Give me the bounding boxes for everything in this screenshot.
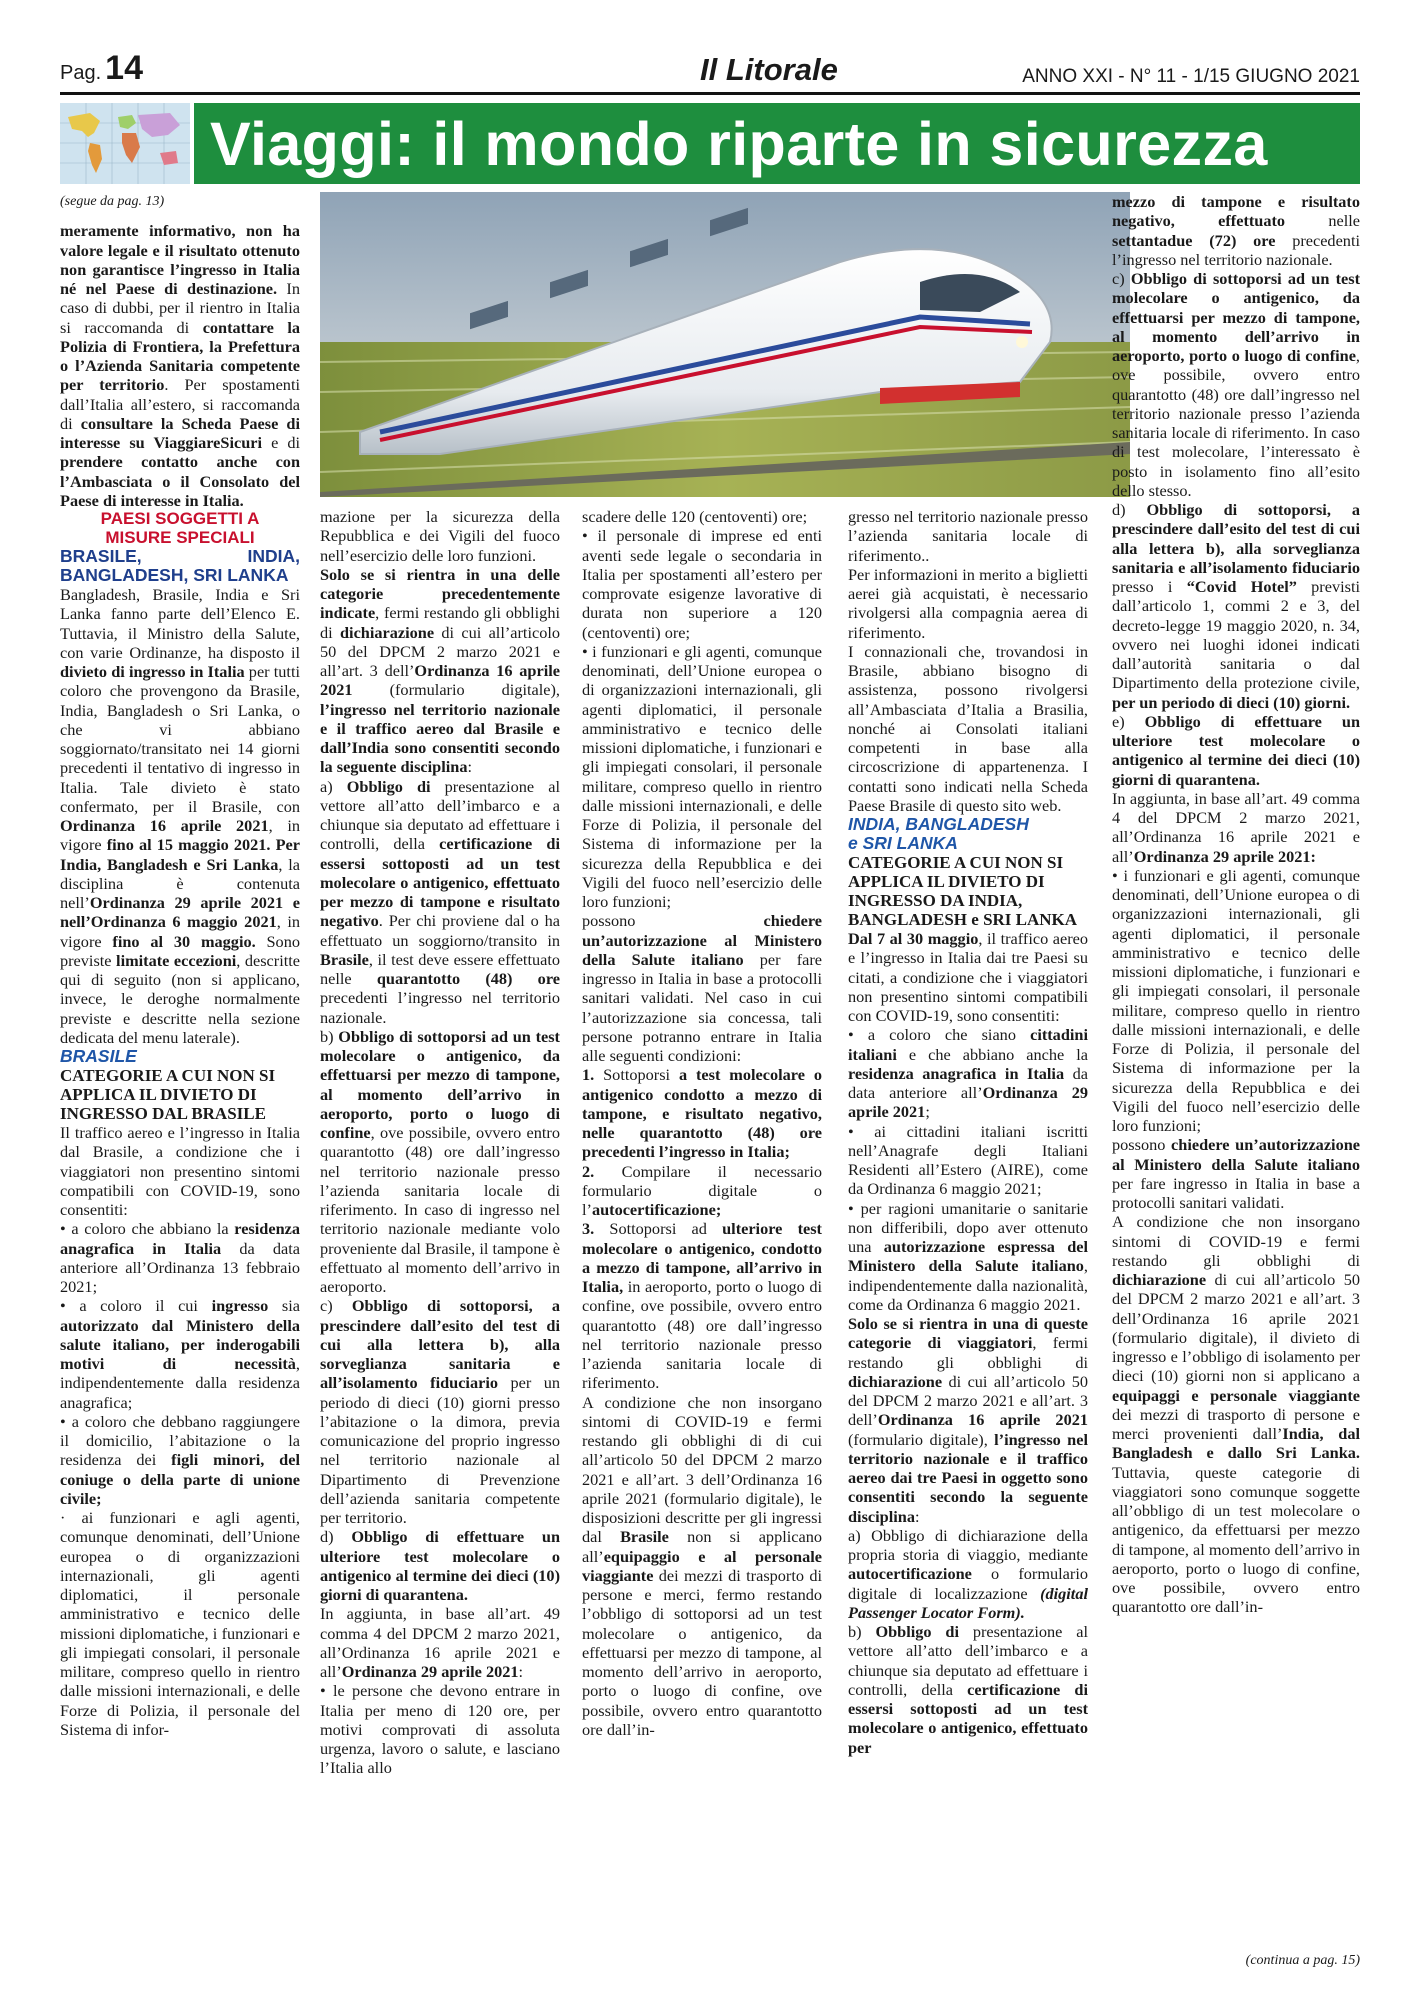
- text-run: di cui all’articolo 50 del DPCM 2 marzo 2021 e all’art. 3 dell’: [320, 622, 560, 680]
- text-run: Obbligo di: [346, 776, 431, 796]
- text-run: c): [320, 1296, 352, 1316]
- issue-info: ANNO XXI - N° 11 - 1/15 GIUGNO 2021: [1022, 66, 1360, 87]
- list-item: • il personale di imprese ed enti aventi sede legale o secondaria in Italia per spostamenti all’estero per comprovate esigenze lavorative di durata non superiore a 120 (centoventi) ore;: [582, 526, 822, 642]
- list-item: • i funzionari e gli agenti, comunque denominati, dell’Unione europea o di organizzazioni internazionali, gli agenti diplomatici, il personale amministrativo e tecnico delle missioni diplomatiche, i funzionari e gli impiegati consolari, il personale militare, compreso quello in rientro dalle missioni internazionali, e delle Forze di Polizia, il personale del Sistema di informazione per la sicurezza della Repubblica e dei Vigili del fuoco nell’esercizio delle loro funzioni;: [1112, 865, 1360, 1135]
- list-item: [1112, 500, 1360, 712]
- list-item: [60, 1296, 300, 1412]
- text-run: certificazione di essersi sottoposti ad un test molecolare o antigenico, effettuato per: [848, 1679, 1089, 1757]
- text-run: di cui all’articolo 50 del DPCM 2 marzo 2021 e all’art. 3 dell’: [848, 1371, 1088, 1430]
- text-run: quarantotto (48) ore: [376, 969, 560, 988]
- list-item: [1112, 269, 1360, 500]
- column-3: [582, 507, 822, 1739]
- text-run: , la disciplina è contenuta nell’: [60, 854, 300, 912]
- world-map-icon: [60, 103, 190, 184]
- list-item: [582, 1162, 822, 1220]
- text-run: precedenti l’ingresso nel territorio nazionale.: [320, 988, 560, 1027]
- text-run: , ove possibile, ovvero entro quarantotto (48) ore dall’ingresso nel territorio nazionale presso l’azienda sanitaria locale di riferimento. In caso di ingresso nel territorio nazionale mediante volo proveniente dal Brasile, il tampone è effettuato al momento dell’arrivo in aeroporto.: [320, 1123, 560, 1296]
- text-run: Ordinanza 16 aprile 2021: [60, 816, 269, 835]
- text-run: (formulario digitale),: [848, 1429, 995, 1449]
- text-run: 2.: [582, 1161, 595, 1181]
- train-illustration: [320, 192, 1130, 497]
- text-run: precedenti l’ingresso nel territorio nazionale.: [1112, 230, 1360, 269]
- list-item: [320, 1527, 560, 1604]
- text-run: dichiarazione: [340, 622, 435, 642]
- text-run: equipaggi e personale viaggiante: [1112, 1385, 1360, 1405]
- text-run: figli minori, del coniuge o della parte di unione civile;: [60, 1450, 300, 1508]
- text-run: d): [1112, 500, 1147, 519]
- paragraph: [582, 1393, 822, 1740]
- text-run: • per ragioni umanitarie o sanitarie non differibili, dopo aver ottenuto una: [848, 1198, 1088, 1256]
- text-run: sia: [268, 1296, 301, 1316]
- text-run: di cui all’articolo 50 del DPCM 2 marzo 2021 e all’art. 3 dell’Ordinanza 16 aprile 2021 (formulario digitale), il divieto di ingresso e l’obbligo di isolamento per dieci (10) giorni non si applicano a: [1112, 1270, 1360, 1386]
- category-heading: CATEGORIE A CUI NON SI APPLICA IL DIVIETO DI INGRESSO DAL BRASILE: [60, 1066, 276, 1123]
- text-run: a test molecolare o antigenico condotto a mezzo di tampone, e risultato negativo, nelle quarantotto (48) ore precedenti l’ingresso in Italia;: [582, 1065, 822, 1162]
- text-run: Brasile: [620, 1527, 669, 1547]
- list-item: • le persone che devono entrare in Italia per meno di 120 ore, per motivi comprovati di assoluta urgenza, lavoro o salute, e lasciano l’Italia allo: [320, 1681, 560, 1778]
- text-run: l’ingresso nel territorio nazionale e il traffico aereo dal Brasile e dall’India sono consentiti secondo la seguente disciplina: [320, 699, 560, 777]
- subheading-india: [848, 815, 1088, 853]
- text-run: Ordinanza 29 aprile 2021:: [1133, 846, 1316, 866]
- text-run: , ove possibile, ovvero entro quarantotto (48) ore dall’ingresso nel territorio nazionale presso l’azienda sanitaria locale di riferimento. In caso di test molecolare, l’interessato è posto in isolamento fino all’esito dello stesso.: [1112, 346, 1360, 500]
- text-run: dichiarazione: [848, 1371, 943, 1391]
- text-run: fino al 15 maggio 2021. Per India, Bangladesh e Sri Lanka: [60, 835, 300, 874]
- page-title: Viaggi: il mondo riparte in sicurezza: [210, 110, 1268, 178]
- text-run: Ordinanza 29 aprile 2021: [848, 1083, 1088, 1122]
- text-run: Tuttavia, queste categorie di viaggiatori sono comunque soggette all’obbligo di un test molecolare o antigenico, da effettuarsi per mezzo di tampone, al momento dell’arrivo in aeroporto, porto o luogo di confine, ove possibile, ovvero entro quarantotto ore dall’in-: [1112, 1462, 1360, 1617]
- paragraph: [582, 911, 822, 1065]
- text-run: meramente informativo, non ha valore legale e il risultato ottenuto non garantisce l’ingresso in Italia né nel Paese di destinazione.: [60, 221, 300, 298]
- paragraph: Per informazioni in merito a biglietti aerei già acquistati, è necessario rivolgersi alla compagnia aerea di riferimento.: [848, 564, 1088, 642]
- text-run: 3.: [582, 1219, 595, 1239]
- text-run: . Per chi proviene dal o ha effettuato un soggiorno/transito in: [320, 911, 560, 950]
- text-run: :: [914, 1506, 920, 1526]
- text-run: equipaggio e al personale viaggiante: [582, 1546, 822, 1585]
- text-run: autorizzato dal Ministero della salute italiano, per inderogabili motivi di necessità: [60, 1315, 300, 1373]
- text-run: da data anteriore all’: [848, 1063, 1088, 1102]
- paragraph: [320, 565, 560, 777]
- text-run: d): [320, 1527, 352, 1547]
- paragraph: gresso nel territorio nazionale presso l’azienda sanitaria locale di riferimento..: [848, 507, 1088, 565]
- text-run: dei mezzi di trasporto di persone e merci provenienti dall’: [1112, 1404, 1360, 1443]
- text-run: (formulario digitale),: [352, 680, 560, 700]
- paragraph: [848, 929, 1088, 1025]
- text-run: • a coloro che abbiano la: [60, 1219, 235, 1239]
- text-run: chiedere un’autorizzazione al Ministero della Salute italiano: [582, 911, 822, 969]
- text-run: Ordinanza 16 aprile 2021: [320, 661, 560, 700]
- paragraph: scadere delle 120 (centoventi) ore;: [582, 507, 808, 526]
- paragraph: [848, 1314, 1088, 1526]
- text-run: dichiarazione: [1112, 1270, 1207, 1289]
- text-run: Bangladesh, Brasile, India e Sri Lanka fanno parte dell’Elenco E. Tuttavia, il Ministro della Salute, con varie Ordinanze, ha disposto il: [60, 585, 300, 662]
- text-run: a): [320, 776, 347, 796]
- list-item: [848, 1025, 1088, 1121]
- paragraph: Il traffico aereo e l’ingresso in Italia dal Brasile, a condizione che i viaggiatori non presentino sintomi compatibili con COVID-19, sono consentiti:: [60, 1123, 300, 1219]
- text-run: , in vigore: [60, 912, 301, 951]
- text-run: cittadini italiani: [848, 1025, 1088, 1064]
- text-run: , indipendentemente dalla residenza anagrafica;: [60, 1354, 300, 1412]
- text-run: “Covid Hotel”: [1186, 577, 1297, 596]
- text-run: , indipendentemente dalla nazionalità, come da Ordinanza 6 maggio 2021.: [848, 1256, 1088, 1314]
- text-run: per fare ingresso in Italia in base a protocolli sanitari validati.: [1112, 1173, 1360, 1212]
- text-run: dei mezzi di trasporto di persone e merci, fermo restando l’obbligo di sottoporsi ad un test molecolare o antigenico, da effettuarsi per mezzo di tampone, al momento dell’arrivo in aeroporto, porto o luogo di confine, ove possibile, ovvero entro quarantotto ore dall’in-: [582, 1565, 822, 1739]
- column-4: [848, 507, 1088, 1757]
- text-run: b): [320, 1026, 339, 1046]
- text-run: , il traffico aereo e l’ingresso in Italia dai tre Paesi su citati, a condizione che i viaggiatori non presentino sintomi compatibili con COVID-19, sono consentiti:: [848, 929, 1089, 1025]
- text-run: . Per spostamenti dall’Italia all’estero, si raccomanda di: [60, 375, 300, 433]
- text-run: • a coloro che debbano raggiungere il domicilio, l’abitazione o la residenza dei: [60, 1411, 300, 1470]
- text-run: per un periodo di dieci (10) giorni presso l’abitazione o la dimora, previa comunicazione del proprio ingresso nel territorio nazionale al Dipartimento di Prevenzione dell’azienda sanitaria competente per territorio.: [320, 1373, 560, 1527]
- list-item: [582, 1219, 822, 1392]
- text-run: presso i: [1112, 577, 1187, 596]
- list-item: • i funzionari e gli agenti, comunque denominati, dell’Unione europea o di organizzazioni internazionali, gli agenti diplomatici, il personale amministrativo e tecnico delle missioni diplomatiche, i funzionari e gli impiegati consolari, il personale militare, compreso quello in rientro dalle missioni internazionali, e delle Forze di Polizia, il personale del Sistema di informazione per la sicurezza della Repubblica e dei Vigili del fuoco nell’esercizio delle loro funzioni;: [582, 641, 822, 911]
- text-run: (digital Passenger Locator Form).: [848, 1583, 1088, 1622]
- text-run: In aggiunta, in base all’art. 49 comma 4 del DPCM 2 marzo 2021, all’Ordinanza 16 aprile 2021 e all’: [1112, 788, 1360, 866]
- continues-note: (continua a pag. 15): [1245, 1953, 1360, 1968]
- text-run: Sottoporsi ad: [594, 1219, 723, 1239]
- list-item: [320, 777, 560, 1027]
- paragraph: [1112, 192, 1360, 269]
- list-item: [848, 1526, 1088, 1622]
- text-run: Obbligo di: [875, 1622, 959, 1641]
- text-run: autorizzazione espressa del Ministero della Salute italiano: [848, 1237, 1088, 1276]
- text-run: nelle: [1285, 211, 1360, 231]
- text-run: e SRI LANKA: [848, 833, 958, 853]
- text-run: Brasile: [320, 949, 369, 969]
- text-run: fino al 30 maggio.: [112, 931, 256, 951]
- section-heading-red: [60, 510, 300, 547]
- text-run: INDIA, BANGLADESH: [848, 814, 1029, 834]
- text-run: , fermi restando gli obblighi di: [848, 1333, 1088, 1372]
- category-heading: CATEGORIE A CUI NON SI APPLICA IL DIVIETO DI INGRESSO DA INDIA, BANGLADESH e SRI LANKA: [848, 853, 1078, 929]
- text-run: prendere contatto anche con l’Ambasciata o il Consolato del Paese di interesse in Italia.: [60, 452, 300, 510]
- text-run: per tutti coloro che provengono da Brasile, India, Bangladesh o Sri Lanka, o che vi abbiano soggiornato/transitato nei 14 giorni precedenti il tentativo di ingresso in Italia. Tale divieto è stato confermato, per il Brasile, con: [60, 662, 300, 816]
- text-run: limitate eccezioni: [116, 950, 237, 970]
- paragraph: mazione per la sicurezza della Repubblica e dei Vigili del fuoco nell’esercizio delle loro funzioni.: [320, 507, 560, 565]
- paragraph: [1112, 1135, 1360, 1212]
- text-run: Obbligo di effettuare un ulteriore test molecolare o antigenico al termine dei dieci (10) giorni di quarantena.: [320, 1527, 560, 1604]
- text-run: presentazione al vettore all’atto dell’imbarco e a chiunque sia deputato ad effettuare i controlli, della: [320, 776, 560, 854]
- text-run: a) Obbligo di dichiarazione della propria storia di viaggio, mediante: [848, 1525, 1088, 1564]
- page-label: Pag.: [60, 62, 102, 84]
- list-item: [60, 1219, 300, 1296]
- list-item: • ai cittadini italiani iscritti nell’Anagrafe degli Italiani Residenti all’Estero (AIRE), come da Ordinanza 6 maggio 2021;: [848, 1121, 1088, 1199]
- column-5: [1112, 192, 1360, 1617]
- list-item: [582, 1065, 822, 1161]
- train-photo: [320, 192, 1130, 497]
- list-item: · ai funzionari e agli agenti, comunque denominati, dell’Unione europea o di organizzazioni internazionali, gli agenti diplomatici, il personale amministrativo e tecnico delle missioni diplomatiche, i funzionari e gli impiegati consolari, il personale militare, compreso quello in rientro dalle missioni internazionali, e delle Forze di Polizia, il personale del Sistema di infor-: [60, 1508, 300, 1739]
- text-run: b): [848, 1622, 876, 1641]
- section-heading-blue: BRASILE, INDIA, BANGLADESH, SRI LANKA: [60, 546, 300, 585]
- text-run: :: [518, 1662, 524, 1681]
- text-run: Sono previste: [60, 931, 300, 970]
- text-run: autocertificazione;: [591, 1200, 722, 1219]
- text-run: ulteriore test molecolare o antigenico, condotto a mezzo di tampone, all’arrivo in Italia,: [582, 1219, 822, 1296]
- headline-banner: [60, 103, 1360, 184]
- text-run: residenza anagrafica in Italia: [848, 1063, 1065, 1083]
- page-number-value: 14: [105, 49, 143, 87]
- text-run: c): [1112, 269, 1131, 288]
- text-run: residenza anagrafica in Italia: [60, 1219, 300, 1258]
- text-run: Obbligo di effettuare un ulteriore test molecolare o antigenico al termine dei dieci (10) giorni di quarantena.: [1112, 711, 1361, 789]
- text-run: da data anteriore all’Ordinanza 13 febbraio 2021;: [60, 1238, 300, 1296]
- text-run: , fermi restando gli obblighi di: [320, 603, 560, 642]
- text-run: certificazione di essersi sottoposti ad un test molecolare o antigenico, effettuato per mezzo di tampone e risultato negativo: [320, 834, 561, 931]
- text-run: per un periodo di dieci (10) giorni.: [1112, 692, 1351, 712]
- text-run: chiedere un’autorizzazione al Ministero della Salute italiano: [1112, 1135, 1360, 1174]
- text-run: , in vigore: [60, 816, 301, 855]
- text-run: divieto di ingresso in Italia: [60, 662, 245, 681]
- paragraph: [320, 1604, 560, 1681]
- text-run: ingresso: [211, 1296, 269, 1316]
- paragraph: [1112, 789, 1360, 866]
- text-run: possono: [1112, 1135, 1172, 1155]
- list-item: [1112, 712, 1360, 789]
- newspaper-name: Il Litorale: [700, 52, 838, 87]
- text-run: l’ingresso nel territorio nazionale e il traffico aereo dai tre Paesi in oggetto sono consentiti secondo la seguente disciplina: [848, 1429, 1088, 1526]
- text-run: Sottoporsi: [594, 1065, 679, 1085]
- text-run: mezzo di tampone e risultato negativo, effettuato: [1112, 192, 1360, 231]
- text-run: MISURE SPECIALI: [105, 527, 255, 547]
- text-run: autocertificazione: [848, 1564, 972, 1584]
- paragraph: [60, 585, 300, 1047]
- text-run: e): [1112, 711, 1145, 731]
- text-run: In caso di dubbi, per il rientro in Italia si raccomanda di: [60, 279, 300, 337]
- text-run: contattare la Polizia di Frontiera, la Prefettura o l’Azienda Sanitaria competente per territorio: [60, 317, 300, 395]
- text-run: Obbligo di sottoporsi ad un test molecolare o antigenico, da effettuarsi per mezzo di tampone, al momento dell’arrivo in aeroporto, porto o luogo di confine: [320, 1026, 560, 1142]
- column-1: [60, 192, 300, 1739]
- text-run: , il test deve essere effettuato nelle: [320, 949, 560, 988]
- text-run: ;: [925, 1102, 930, 1122]
- text-run: per fare ingresso in Italia in base a protocolli sanitari validati. Nel caso in cui l’autorizzazione sia concessa, tali persone potranno entrare in Italia alle seguenti condizioni:: [582, 949, 822, 1065]
- continued-from: (segue da pag. 13): [60, 194, 165, 209]
- text-run: Ordinanza 29 aprile 2021: [341, 1662, 519, 1681]
- paragraph: [60, 221, 300, 510]
- text-run: Solo se si rientra in una delle categorie precedentemente indicate: [320, 564, 560, 623]
- paragraph: [1112, 1212, 1360, 1616]
- page-number: [60, 49, 143, 88]
- text-run: 1.: [582, 1065, 595, 1085]
- text-run: Compilare il necessario formulario digitale o l’: [582, 1161, 822, 1219]
- paragraph: I connazionali che, trovandosi in Brasile, abbiano bisogno di assistenza, possono rivolgersi all’Ambasciata d’Italia a Brasilia, nonché ai Consolati italiani competenti in base alla circoscrizione di appartenenza. I contatti sono indicati nella Scheda Paese Brasile di questo sito web.: [848, 641, 1088, 815]
- text-run: e di: [262, 433, 300, 452]
- list-item: [320, 1027, 560, 1297]
- text-run: previsti dall’articolo 1, commi 2 e 3, del decreto-legge 19 maggio 2020, n. 34, ovvero nei luoghi idonei indicati dall’autorità sanitaria o dal Dipartimento della protezione civile,: [1112, 577, 1360, 693]
- text-run: consultare la Scheda Paese di interesse su ViaggiareSicuri: [60, 413, 300, 452]
- text-run: Obbligo di sottoporsi, a prescindere dall’esito del test di cui alla lettera b), alla sorveglianza sanitaria e all’isolamento fiduciario: [1112, 500, 1360, 577]
- text-run: India, dal Bangladesh e dallo Sri Lanka.: [1112, 1424, 1360, 1463]
- text-run: :: [467, 757, 472, 777]
- text-run: PAESI SOGGETTI A: [100, 509, 260, 528]
- text-run: possono: [582, 911, 764, 931]
- list-item: [320, 1296, 560, 1527]
- text-run: A condizione che non insorgano sintomi di COVID-19 e fermi restando gli obblighi di: [1112, 1212, 1360, 1270]
- text-run: • a coloro che siano: [848, 1025, 1031, 1045]
- text-run: Obbligo di sottoporsi, a prescindere dall’esito del test di cui alla lettera b), alla sorveglianza sanitaria e all’isolamento fiduciario: [320, 1296, 560, 1393]
- text-run: A condizione che non insorgano sintomi di COVID-19 e fermi restando gli obblighi di di cui all’articolo 50 del DPCM 2 marzo 2021 e all’art. 3 dell’Ordinanza 16 aprile 2021 (formulario digitale), le disposizioni descritte per gli ingressi dal: [582, 1392, 822, 1547]
- text-run: non si applicano all’: [582, 1527, 822, 1566]
- column-2: [320, 507, 560, 1778]
- text-run: in aeroporto, porto o luogo di confine, ove possibile, ovvero entro quarantotto (48) ore dall’ingresso nel territorio nazionale presso l’azienda sanitaria locale di riferimento.: [582, 1277, 822, 1393]
- text-run: Ordinanza 16 aprile 2021: [877, 1410, 1088, 1430]
- text-run: Obbligo di sottoporsi ad un test molecolare o antigenico, da effettuarsi per mezzo di tampone, al momento dell’arrivo in aeroporto, porto o luogo di confine: [1112, 269, 1360, 365]
- text-run: e che abbiano anche la: [896, 1044, 1088, 1064]
- text-run: In aggiunta, in base all’art. 49 comma 4 del DPCM 2 marzo 2021, all’Ordinanza 16 aprile 2021 e all’: [320, 1604, 560, 1681]
- text-run: Solo se si rientra in una di queste categorie di viaggiatori: [848, 1314, 1088, 1353]
- text-run: Ordinanza 29 aprile 2021 e nell’Ordinanza 6 maggio 2021: [60, 893, 300, 932]
- subheading-brasile: BRASILE: [60, 1046, 137, 1066]
- list-item: [848, 1199, 1088, 1315]
- text-run: presentazione al vettore all’atto dell’imbarco e a chiunque sia deputato ad effettuare i controlli, della: [848, 1622, 1088, 1699]
- masthead: [60, 49, 1360, 95]
- list-item: [60, 1412, 300, 1508]
- text-run: , descritte qui di seguito (non si applicano, invece, le deroghe normalmente previste e descritte nella sezione dedicata del menu laterale).: [60, 950, 301, 1047]
- text-run: settantadue (72) ore: [1112, 230, 1276, 250]
- text-run: • a coloro il cui: [60, 1296, 212, 1316]
- text-run: Dal 7 al 30 maggio: [848, 929, 979, 948]
- text-run: o formulario digitale di localizzazione: [848, 1564, 1088, 1603]
- list-item: [848, 1622, 1088, 1757]
